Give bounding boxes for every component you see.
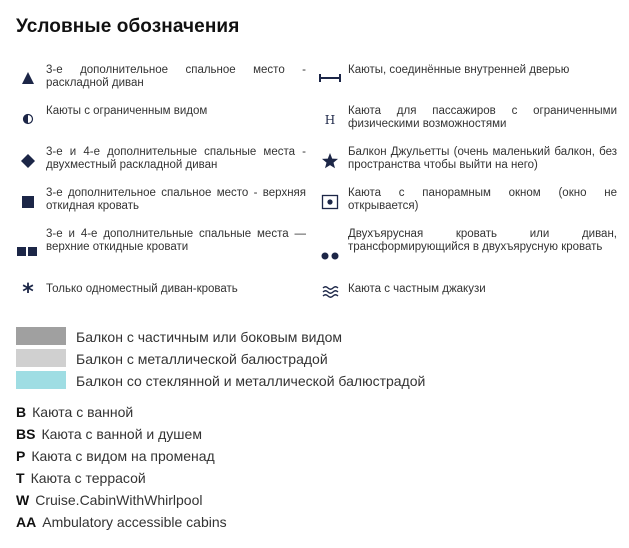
code-row	[16, 514, 227, 536]
accessible-h-icon	[318, 107, 342, 131]
diamond-icon	[16, 149, 40, 173]
cabin-codes	[16, 404, 227, 536]
swatch-box	[16, 327, 66, 345]
legend-text: Каюта для пассажиров с ограниченными физическими возможностями	[348, 105, 617, 130]
code-abbr: BS	[16, 426, 36, 442]
legend-text: 3-е дополнительное спальное место - раскладной диван	[46, 64, 306, 89]
connecting-door-icon	[318, 66, 342, 90]
half-circle-icon	[16, 107, 40, 131]
waves-icon	[318, 279, 342, 303]
legend-text: Каюты с ограниченным видом	[46, 105, 208, 117]
legend-text: Каюты, соединённые внутренней дверью	[348, 64, 570, 76]
code-row	[16, 470, 227, 492]
double-square-icon	[16, 237, 40, 261]
code-text: Каюта с ванной и душем	[41, 426, 202, 442]
legend-text: 3-е и 4-е дополнительные спальные места — верхние откидные кровати	[46, 228, 306, 253]
code-row	[16, 404, 227, 426]
square-icon	[16, 190, 40, 214]
star-icon	[318, 149, 342, 173]
legend-text: Двухъярусная кровать или диван, трансформирующийся в двухъярусную кровать	[348, 228, 617, 253]
swatch-label: Балкон с металлической балюстрадой	[76, 351, 328, 367]
legend-text: Только одноместный диван-кровать	[46, 283, 238, 295]
legend-title: Условные обозначения	[16, 16, 240, 37]
swatch-box	[16, 371, 66, 389]
legend-text: Каюта с частным джакузи	[348, 283, 486, 295]
code-row	[16, 492, 227, 514]
legend-text: 3-е дополнительное спальное место - верхняя откидная кровать	[46, 187, 306, 212]
code-text: Cruise.CabinWithWhirlpool	[35, 492, 203, 508]
asterisk-icon	[16, 279, 40, 303]
code-text: Каюта с видом на променад	[31, 448, 215, 464]
code-text: Каюта с ванной	[32, 404, 134, 420]
legend-text: Балкон Джульетты (очень маленький балкон, без пространства чтобы выйти на него)	[348, 146, 617, 171]
legend-text: Каюта с панорамным окном (окно не открывается)	[348, 187, 617, 212]
swatch-label: Балкон со стеклянной и металлической балюстрадой	[76, 373, 426, 389]
code-text: Ambulatory accessible cabins	[42, 514, 227, 530]
code-abbr: B	[16, 404, 27, 420]
code-row	[16, 448, 227, 470]
triangle-icon	[16, 66, 40, 90]
code-abbr: P	[16, 448, 26, 464]
code-abbr: T	[16, 470, 25, 486]
swatch-label: Балкон с частичным или боковым видом	[76, 329, 343, 345]
code-abbr: AA	[16, 514, 37, 530]
svg-text:*: *	[22, 280, 34, 303]
window-icon	[318, 190, 342, 214]
legend-text: 3-е и 4-е дополнительные спальные места - двухместный раскладной диван	[46, 146, 306, 171]
code-row	[16, 426, 227, 448]
svg-text:H: H	[324, 113, 336, 127]
code-text: Каюта с террасой	[30, 470, 146, 486]
double-circle-icon	[318, 244, 342, 268]
code-abbr: W	[16, 492, 30, 508]
swatch-box	[16, 349, 66, 367]
